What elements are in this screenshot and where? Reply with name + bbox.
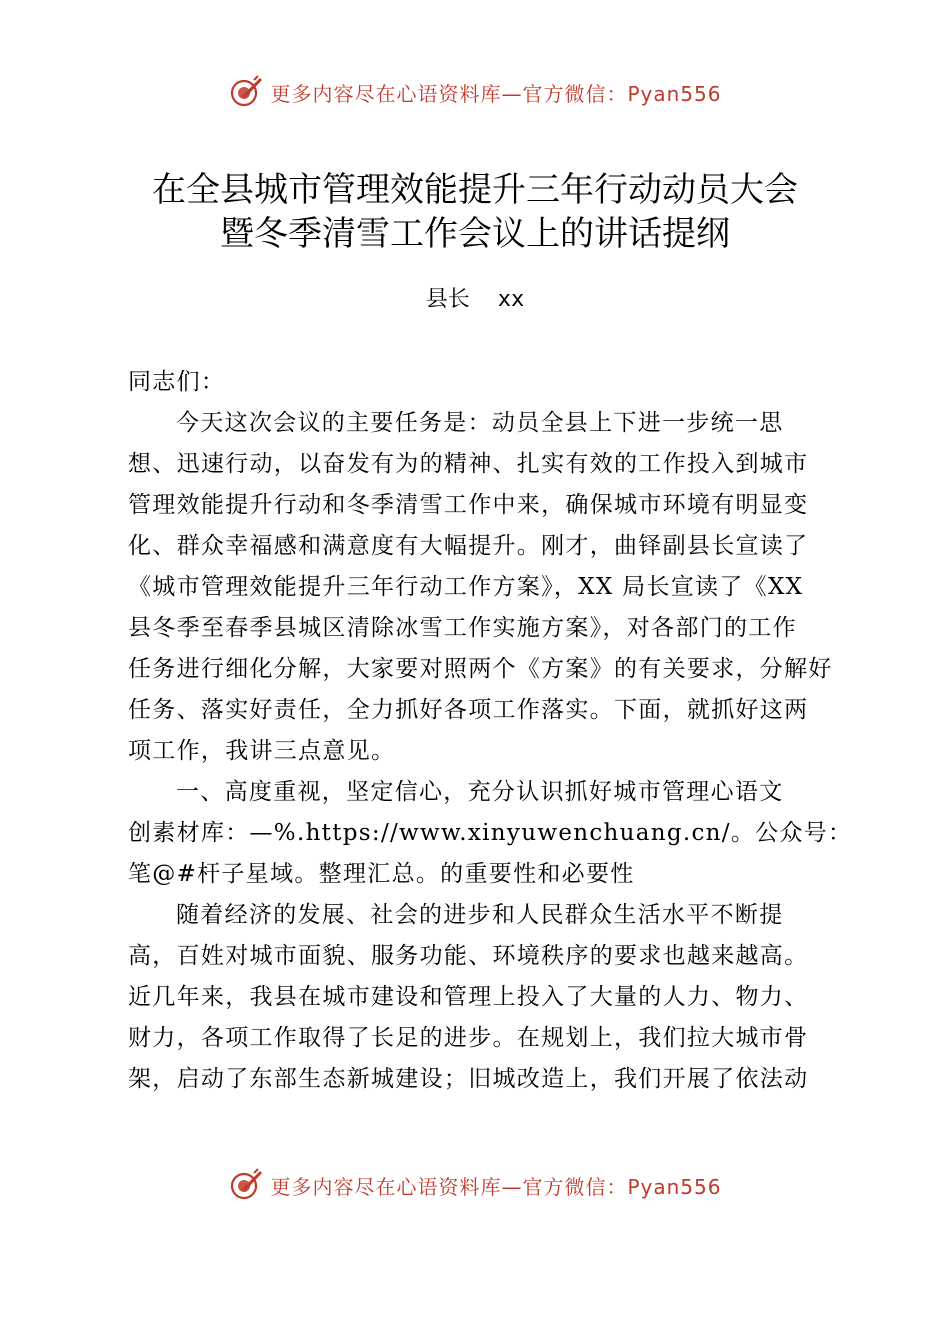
watermark-wechat-id: Pyan556 (627, 1174, 722, 1199)
header-watermark (0, 70, 950, 114)
greeting: 同志们： (128, 369, 226, 395)
paragraph-line: 今天这次会议的主要任务是：动员全县上下进一步统一思 (176, 410, 784, 436)
author-line (0, 282, 950, 313)
paragraph-3 (128, 895, 840, 1100)
document-title-line-2: 暨冬季清雪工作会议上的讲话提纲 (220, 214, 730, 254)
quill-seal-icon (228, 1167, 264, 1203)
author-role: 县长 (425, 287, 470, 312)
paragraph-line: 笔@#杆子星域。整理汇总。的重要性和必要性 (128, 861, 635, 887)
paragraph-line: 任务、落实好责任，全力抓好各项工作落实。下面，就抓好这两 (128, 697, 809, 723)
paragraph-line: 随着经济的发展、社会的进步和人民群众生活水平不断提 (176, 902, 784, 928)
paragraph-line: 高，百姓对城市面貌、服务功能、环境秩序的要求也越来越高。 (128, 943, 809, 969)
watermark-text: 更多内容尽在心语资料库—官方微信：Pyan556 (270, 1174, 722, 1199)
quill-seal-icon (228, 74, 264, 110)
watermark-wechat-id: Pyan556 (627, 81, 722, 106)
author-name: xx (497, 287, 525, 312)
document-title-line-1: 在全县城市管理效能提升三年行动动员大会 (152, 170, 798, 210)
paragraph-line: 架，启动了东部生态新城建设；旧城改造上，我们开展了依法动 (128, 1066, 809, 1092)
paragraph-line: 化、群众幸福感和满意度有大幅提升。刚才，曲铎副县长宣读了 (128, 533, 809, 559)
section-heading-1 (128, 772, 853, 895)
paragraph-line: 项工作，我讲三点意见。 (128, 738, 396, 764)
footer-watermark (0, 1163, 950, 1207)
paragraph-line: 管理效能提升行动和冬季清雪工作中来，确保城市环境有明显变 (128, 492, 809, 518)
paragraph-line: 县冬季至春季县城区清除冰雪工作实施方案》，对各部门的工作 (128, 615, 797, 641)
paragraph-1 (128, 403, 840, 772)
paragraph-line: 想、迅速行动，以奋发有为的精神、扎实有效的工作投入到城市 (128, 451, 809, 477)
paragraph-line: 任务进行细化分解，大家要对照两个《方案》的有关要求，分解好 (128, 656, 833, 682)
paragraph-line: 创素材库：—%.https://www.xinyuwenchuang.cn/。公众号： (128, 820, 853, 846)
paragraph-line: 财力，各项工作取得了长足的进步。在规划上，我们拉大城市骨 (128, 1025, 809, 1051)
paragraph-line: 《城市管理效能提升三年行动工作方案》，XX 局长宣读了《XX (128, 574, 804, 600)
paragraph-line: 近几年来，我县在城市建设和管理上投入了大量的人力、物力、 (128, 984, 809, 1010)
watermark-text: 更多内容尽在心语资料库—官方微信：Pyan556 (270, 81, 722, 106)
paragraph-line: 一、高度重视，坚定信心，充分认识抓好城市管理心语文 (176, 779, 784, 805)
